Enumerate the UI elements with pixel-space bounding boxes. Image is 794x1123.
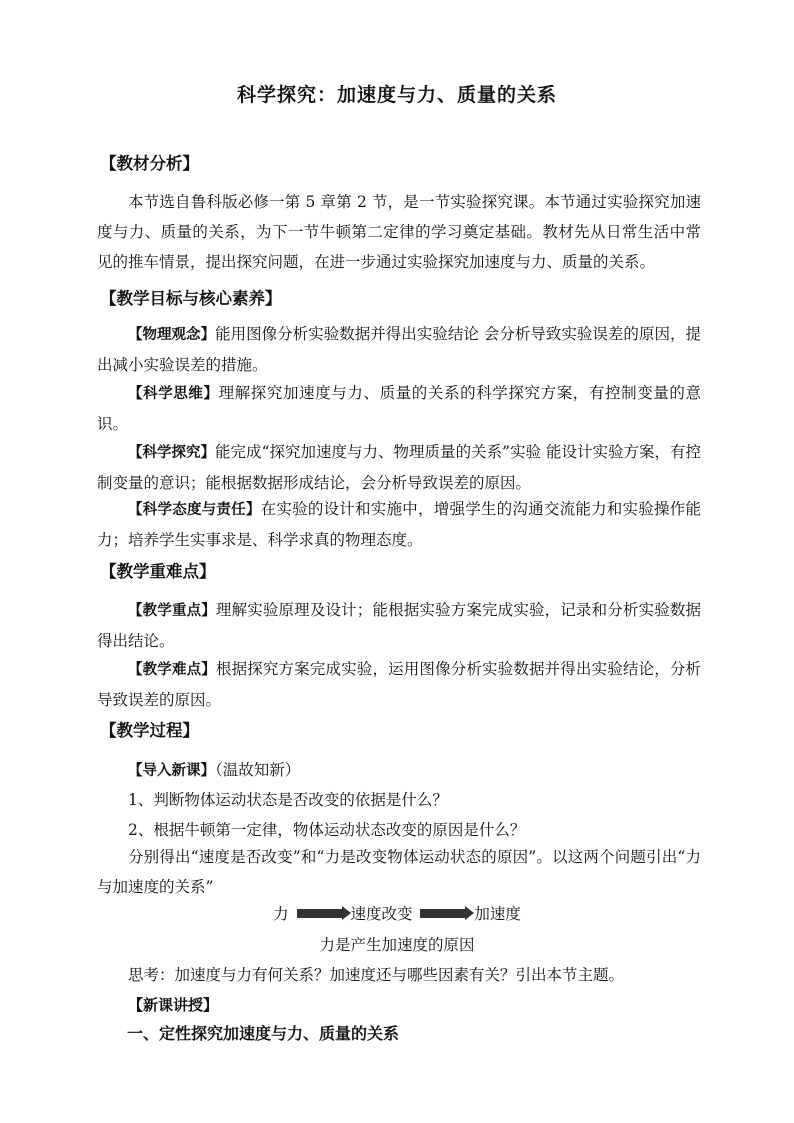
goal-scientific-inquiry xyxy=(97,437,701,498)
section-heading-1: 一、定性探究加速度与力、质量的关系 xyxy=(127,1024,400,1043)
keypoint-label: 【教学难点】 xyxy=(128,662,216,678)
keypoint-label: 【教学重点】 xyxy=(128,603,216,619)
right-arrow-icon xyxy=(297,909,343,918)
heading-goals: 【教学目标与核心素养】 xyxy=(100,289,282,308)
goal-text: 理解探究加速度与力、质量的关系的科学探究方案，有控制变量的意识。 xyxy=(97,384,701,433)
goal-text: 能完成“探究加速度与力、物理质量的关系”实验 能设计实验方案，有控制变量的意识；能根据数据形成结论，会分析导致误差的原因。 xyxy=(97,443,702,492)
heading-analysis: 【教材分析】 xyxy=(100,154,199,173)
right-arrow-icon xyxy=(420,909,466,918)
intro-label: 【导入新课】 xyxy=(128,763,215,779)
intro-note: （温故知新） xyxy=(215,761,301,779)
question-2: 2、根据牛顿第一定律，物体运动状态改变的原因是什么？ xyxy=(128,821,526,839)
keypoint-text: 根据探究方案完成实验，运用图像分析实验数据并得出实验结论，分析导致误差的原因。 xyxy=(97,660,701,709)
page-title: 科学探究：加速度与力、质量的关系 xyxy=(236,84,557,106)
diagram-node-velocity-change: 速度改变 xyxy=(350,905,413,923)
think-prompt: 思考：加速度与力有何关系？加速度还与哪些因素有关？引出本节主题。 xyxy=(128,966,625,984)
diagram-node-force: 力 xyxy=(273,905,289,923)
heading-process: 【教学过程】 xyxy=(100,721,199,740)
keypoint-focus xyxy=(97,595,701,656)
force-acceleration-diagram xyxy=(0,902,794,924)
keypoint-difficulty xyxy=(97,654,701,715)
goal-text: 在实验的设计和实施中，增强学生的沟通交流能力和实验操作能力；培养学生实事求是、科学求真的物理态度。 xyxy=(97,500,701,549)
analysis-paragraph: 本节选自鲁科版必修一第 5 章第 2 节，是一节实验探究课。本节通过实验探究加速度与力、质量的关系，为下一节牛顿第二定律的学习奠定基础。教材先从日常生活中常见的推车情景，提出探究问题，在进一步通过实验探究加速度与力、质量的关系。 xyxy=(97,193,701,271)
keypoint-text: 理解实验原理及设计；能根据实验方案完成实验，记录和分析实验数据得出结论。 xyxy=(97,601,701,650)
goal-scientific-thinking xyxy=(97,378,701,439)
intro-line xyxy=(128,758,300,780)
heading-keypoints: 【教学重难点】 xyxy=(100,562,216,581)
goal-label: 【科学态度与责任】 xyxy=(128,502,261,518)
new-lesson-label: 【新课讲授】 xyxy=(128,996,219,1014)
goal-attitude-responsibility xyxy=(97,494,701,555)
diagram-caption: 力是产生加速度的原因 xyxy=(319,936,475,954)
goal-text: 能用图像分析实验数据并得出实验结论 会分析导致实验误差的原因，提出减小实验误差的措施。 xyxy=(97,325,701,374)
diagram-node-acceleration: 加速度 xyxy=(474,905,521,923)
question-1: 1、判断物体运动状态是否改变的依据是什么？ xyxy=(128,791,448,809)
intro-summary: 分别得出“速度是否改变”和“力是改变物体运动状态的原因”。以这两个问题引出“力与加速度的关系” xyxy=(97,848,701,896)
goal-label: 【科学思维】 xyxy=(128,386,219,402)
goal-physics-concept xyxy=(97,319,701,380)
goal-label: 【科学探究】 xyxy=(128,445,216,461)
goal-label: 【物理观念】 xyxy=(128,327,216,343)
